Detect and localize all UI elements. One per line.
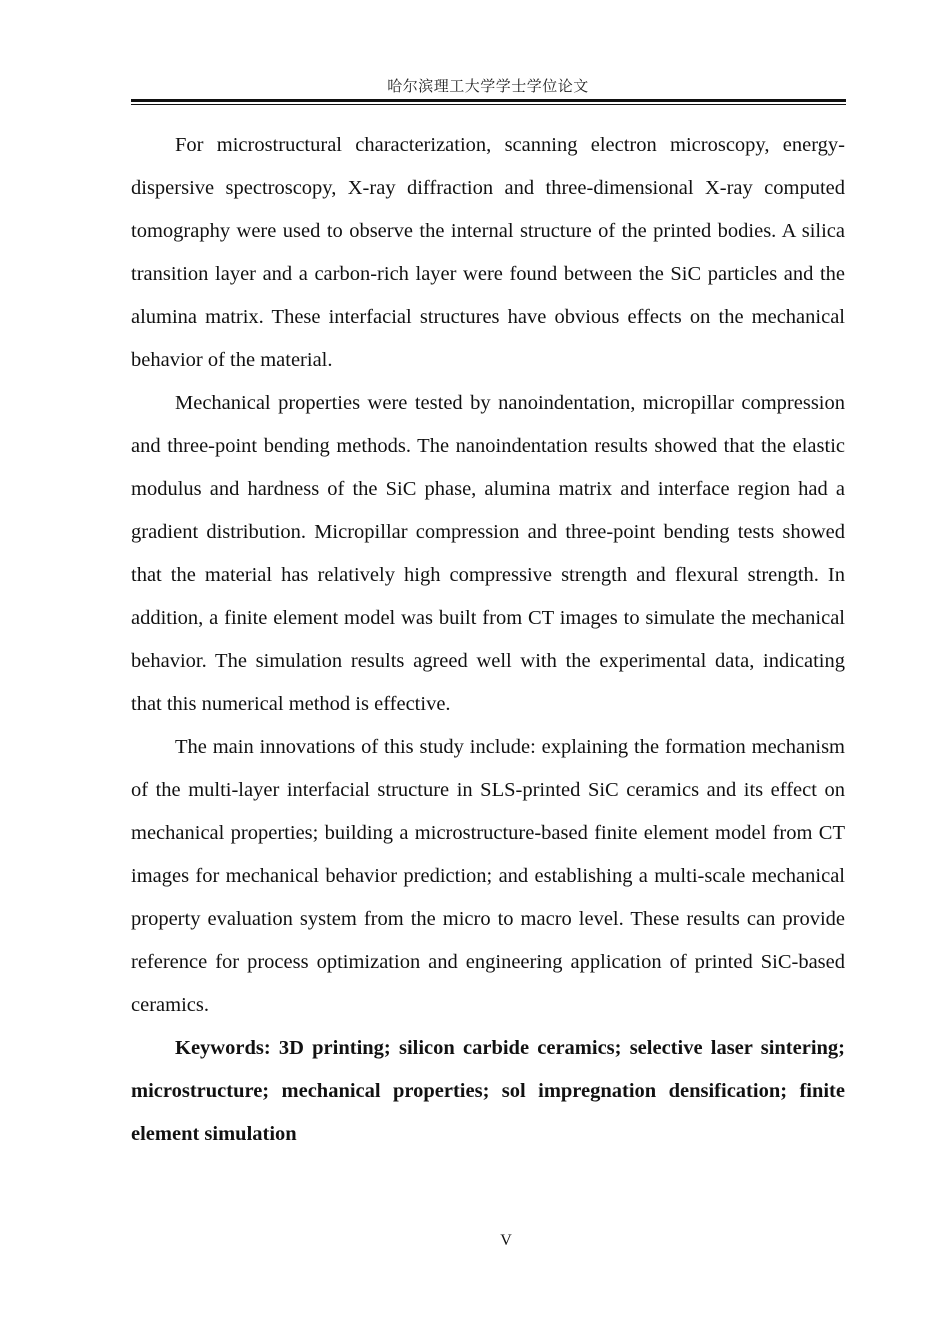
paragraph-innovations: The main innovations of this study include: explaining the formation mechanism of the multi-layer interfacial structure in SLS-printed SiC ceramics and its effect on mechanical properties; building a microstructure-based finite element model from CT images for mechanical behavior prediction; and establishing a multi-scale mechanical property evaluation system from the micro to macro level. These results can provide reference for process optimization and engineering application of printed SiC-based ceramics. [131, 736, 845, 1016]
page-number: V [500, 1232, 512, 1249]
keywords: Keywords: 3D printing; silicon carbide ceramics; selective laser sintering; microstructure; mechanical properties; sol impregnation densification; finite element simulation [131, 1037, 845, 1145]
header-rule-thin [131, 104, 846, 105]
header-rule-thick [131, 99, 846, 102]
abstract-body [131, 124, 845, 1156]
running-header: 哈尔滨理工大学学士学位论文 [387, 79, 589, 95]
paragraph-microstructure: For microstructural characterization, scanning electron microscopy, energy-dispersive spectroscopy, X-ray diffraction and three-dimensional X-ray computed tomography were used to observe the internal structure of the printed bodies. A silica transition layer and a carbon-rich layer were found between the SiC particles and the alumina matrix. These interfacial structures have obvious effects on the mechanical behavior of the material. [131, 134, 845, 371]
paragraph-mechanical-properties: Mechanical properties were tested by nanoindentation, micropillar compression and three-point bending methods. The nanoindentation results showed that the elastic modulus and hardness of the SiC phase, alumina matrix and interface region had a gradient distribution. Micropillar compression and three-point bending tests showed that the material has relatively high compressive strength and flexural strength. In addition, a finite element model was built from CT images to simulate the mechanical behavior. The simulation results agreed well with the experimental data, indicating that this numerical method is effective. [131, 392, 845, 715]
